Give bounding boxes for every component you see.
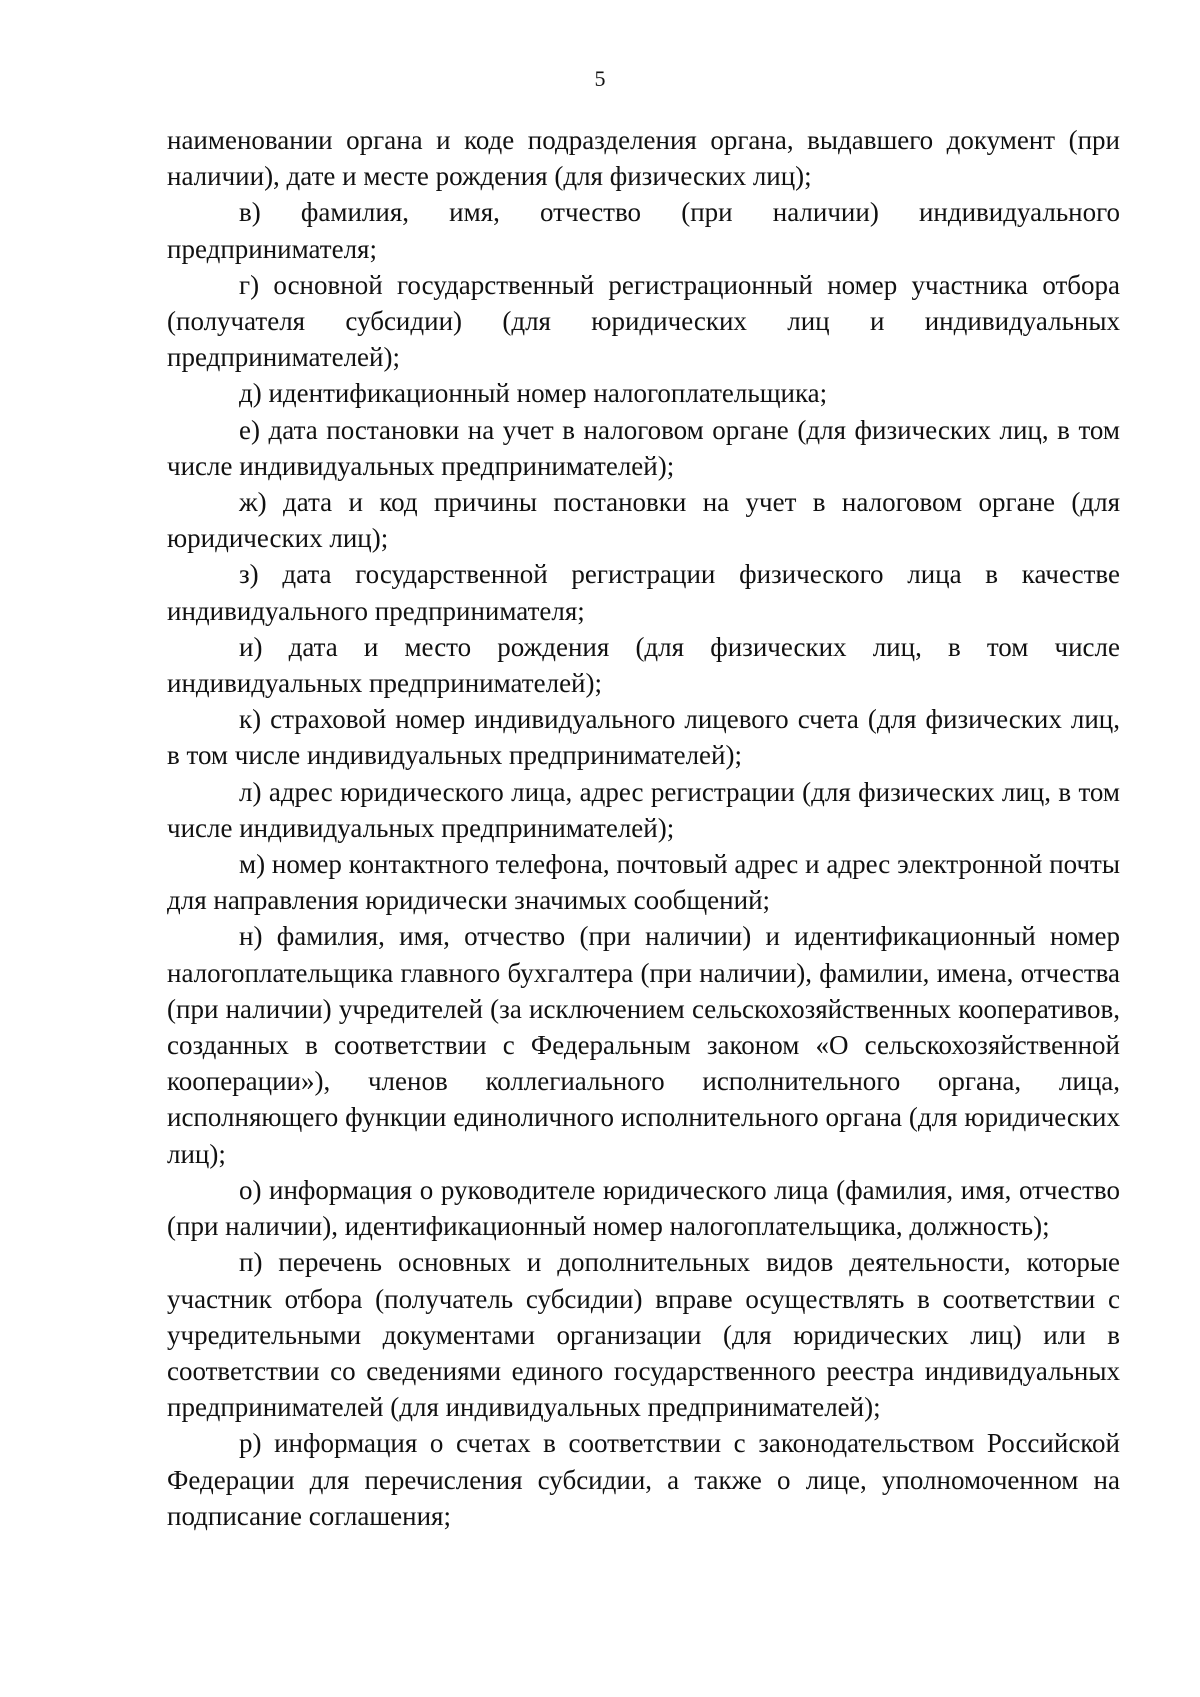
list-item-n: н) фамилия, имя, отчество (при наличии) и идентификационный номер налогоплательщика главного бухгалтера (при наличии), фамилии, имена, отчества (при наличии) учредителей (за исключением сельскохозяйственных кооперативов, созданных в соответствии с Федеральным законом «О сельскохозяйственной кооперации»), членов коллегиального исполнительного органа, лица, исполняющего функции единоличного исполнительного органа (для юридических лиц); [167, 921, 1120, 1169]
list-item-o: о) информация о руководителе юридического лица (фамилия, имя, отчество (при наличии), идентификационный номер налогоплательщика, должность); [167, 1174, 1120, 1242]
page-number: 5 [594, 66, 606, 91]
list-item-zh: ж) дата и код причины постановки на учет в налоговом органе (для юридических лиц); [167, 487, 1120, 554]
list-item-g: г) основной государственный регистрационный номер участника отбора (получателя субсидии) (для юридических лиц и индивидуальных предпринимателей); [167, 269, 1120, 373]
list-item-m: м) номер контактного телефона, почтовый адрес и адрес электронной почты для направления юридически значимых сообщений; [167, 849, 1120, 916]
list-item-d: д) идентификационный номер налогоплательщика; [239, 378, 828, 409]
list-item-l: л) адрес юридического лица, адрес регистрации (для физических лиц, в том числе индивидуальных предпринимателей); [167, 776, 1120, 843]
paragraph-continuation: наименовании органа и коде подразделения органа, выдавшего документ (при наличии), дате и месте рождения (для физических лиц); [167, 125, 1120, 192]
list-item-r: р) информация о счетах в соответствии с законодательством Российской Федерации для перечисления субсидии, а также о лице, уполномоченном на подписание соглашения; [167, 1428, 1120, 1531]
list-item-z: з) дата государственной регистрации физического лица в качестве индивидуального предпринимателя; [167, 559, 1120, 626]
list-item-i: и) дата и место рождения (для физических лиц, в том числе индивидуальных предпринимателей); [167, 631, 1120, 699]
document-body [167, 122, 1120, 1534]
list-item-e: е) дата постановки на учет в налоговом органе (для физических лиц, в том числе индивидуальных предпринимателей); [167, 414, 1120, 481]
list-item-k: к) страховой номер индивидуального лицевого счета (для физических лиц, в том числе индивидуальных предпринимателей); [167, 704, 1120, 771]
list-item-v: в) фамилия, имя, отчество (при наличии) индивидуального предпринимателя; [167, 197, 1120, 264]
list-item-p: п) перечень основных и дополнительных видов деятельности, которые участник отбора (получатель субсидии) вправе осуществлять в соответствии с учредительными документами организации (для юридических лиц) или в соответствии со сведениями единого государственного реестра индивидуальных предпринимателей (для индивидуальных предпринимателей); [167, 1247, 1120, 1423]
